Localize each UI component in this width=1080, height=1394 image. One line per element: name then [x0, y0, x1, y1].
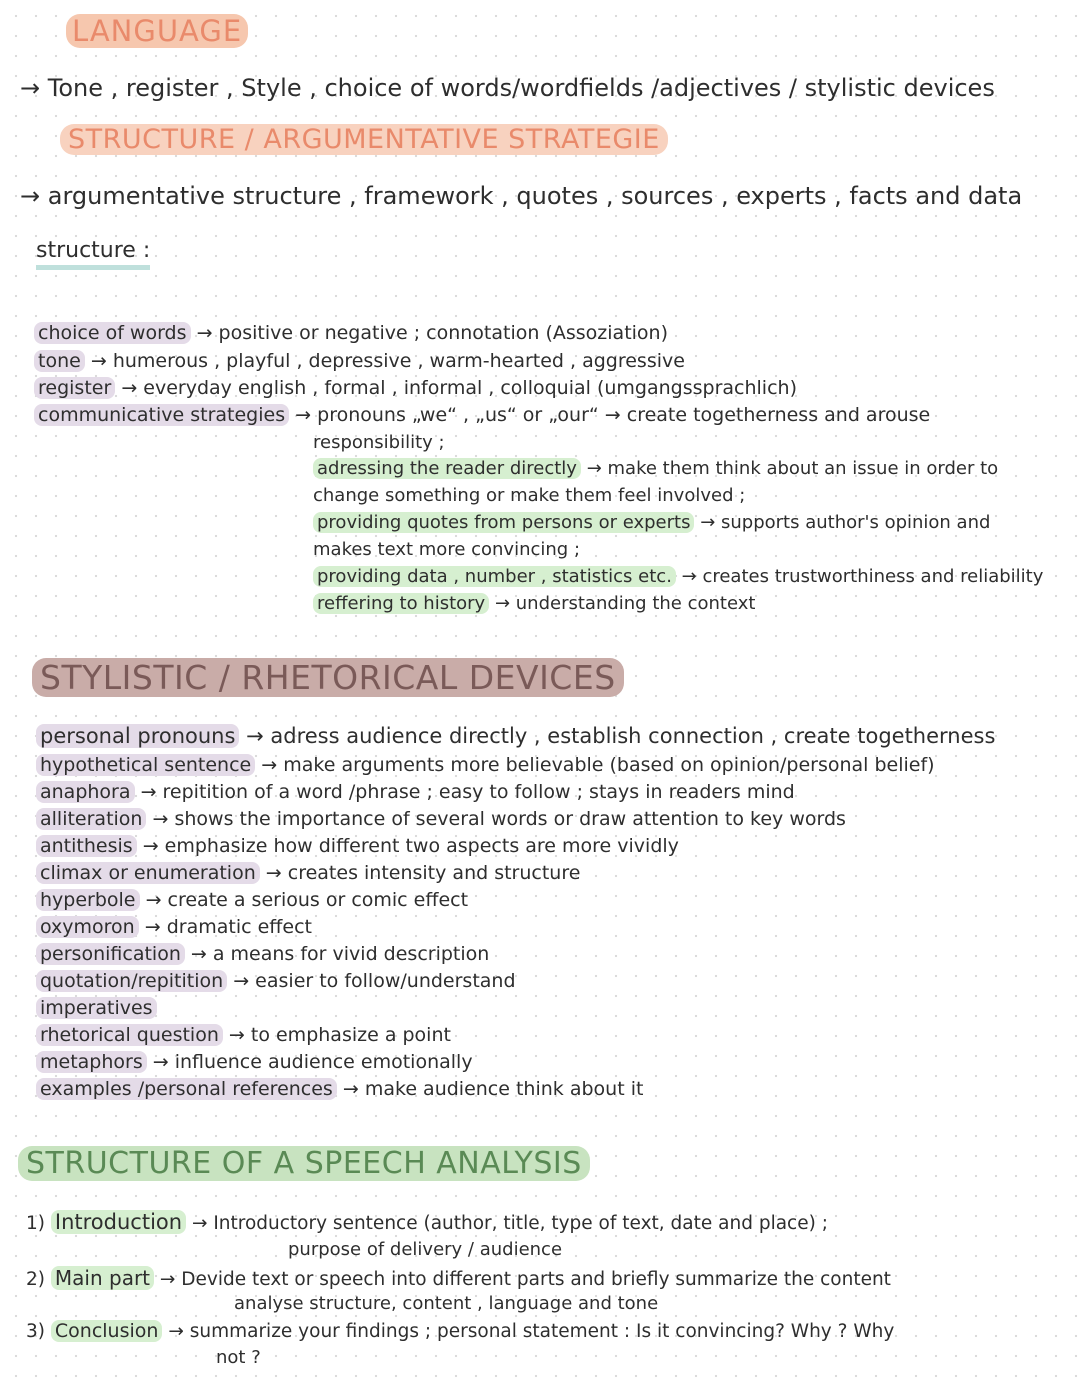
list-item: personal pronouns → adress audience directly , establish connection , create togetherness — [36, 724, 995, 748]
list-item: rhetorical question → to emphasize a point — [36, 1024, 451, 1046]
structure-strategie-heading: STRUCTURE / ARGUMENTATIVE STRATEGIE — [60, 124, 668, 155]
list-item: alliteration → shows the importance of several words or draw attention to key words — [36, 808, 846, 830]
list-item: register → everyday english , formal , informal , colloquial (umgangssprachlich) — [34, 377, 797, 399]
language-line: → Tone , register , Style , choice of words/wordfields /adjectives / stylistic devices — [20, 74, 995, 102]
list-item: hypothetical sentence → make arguments more believable (based on opinion/personal belief) — [36, 754, 935, 776]
list-item: hyperbole → create a serious or comic effect — [36, 889, 468, 911]
strategy-item: adressing the reader directly → make them think about an issue in order to — [313, 458, 998, 479]
list-item: metaphors → influence audience emotionally — [36, 1051, 473, 1073]
speech-part-continuation: purpose of delivery / audience — [288, 1239, 563, 1260]
structure-strategie-line: → argumentative structure , framework , quotes , sources , experts , facts and data — [20, 182, 1023, 210]
speech-part: 3) Conclusion → summarize your findings ; personal statement : Is it convincing? Why ? Why — [26, 1320, 895, 1342]
list-item: oxymoron → dramatic effect — [36, 916, 312, 938]
list-item: climax or enumeration → creates intensity and structure — [36, 862, 580, 884]
speech-part-continuation: analyse structure, content , language and tone — [234, 1293, 659, 1314]
list-item: imperatives — [36, 997, 157, 1019]
speech-part-continuation: not ? — [216, 1347, 261, 1368]
speech-part: 1) Introduction → Introductory sentence (author, title, type of text, date and place) ; — [26, 1210, 828, 1234]
strategy-continuation: responsibility ; — [313, 432, 445, 453]
speech-part: 2) Main part → Devide text or speech into different parts and briefly summarize the content — [26, 1266, 891, 1290]
strategy-continuation: makes text more convincing ; — [313, 539, 581, 560]
strategy-item: providing data , number , statistics etc. → creates trustworthiness and reliability — [313, 566, 1043, 587]
list-item: quotation/repitition → easier to follow/understand — [36, 970, 516, 992]
speech-heading: STRUCTURE OF A SPEECH ANALYSIS — [18, 1146, 590, 1181]
list-item: choice of words → positive or negative ; connotation (Assoziation) — [34, 322, 668, 344]
list-item: personification → a means for vivid description — [36, 943, 489, 965]
strategy-continuation: change something or make them feel involved ; — [313, 485, 746, 506]
structure-label: structure : — [36, 238, 150, 263]
list-item: communicative strategies → pronouns „we“ , „us“ or „our“ → create togetherness and arouse — [34, 404, 930, 426]
list-item: tone → humerous , playful , depressive , warm-hearted , aggressive — [34, 350, 685, 372]
list-item: anaphora → repitition of a word /phrase ; easy to follow ; stays in readers mind — [36, 781, 795, 803]
stylistic-heading: STYLISTIC / RHETORICAL DEVICES — [32, 658, 624, 697]
strategy-item: providing quotes from persons or experts → supports author's opinion and — [313, 512, 990, 533]
strategy-item: reffering to history → understanding the context — [313, 593, 755, 614]
language-heading: LANGUAGE — [66, 14, 248, 48]
list-item: antithesis → emphasize how different two aspects are more vividly — [36, 835, 679, 857]
list-item: examples /personal references → make audience think about it — [36, 1078, 643, 1100]
